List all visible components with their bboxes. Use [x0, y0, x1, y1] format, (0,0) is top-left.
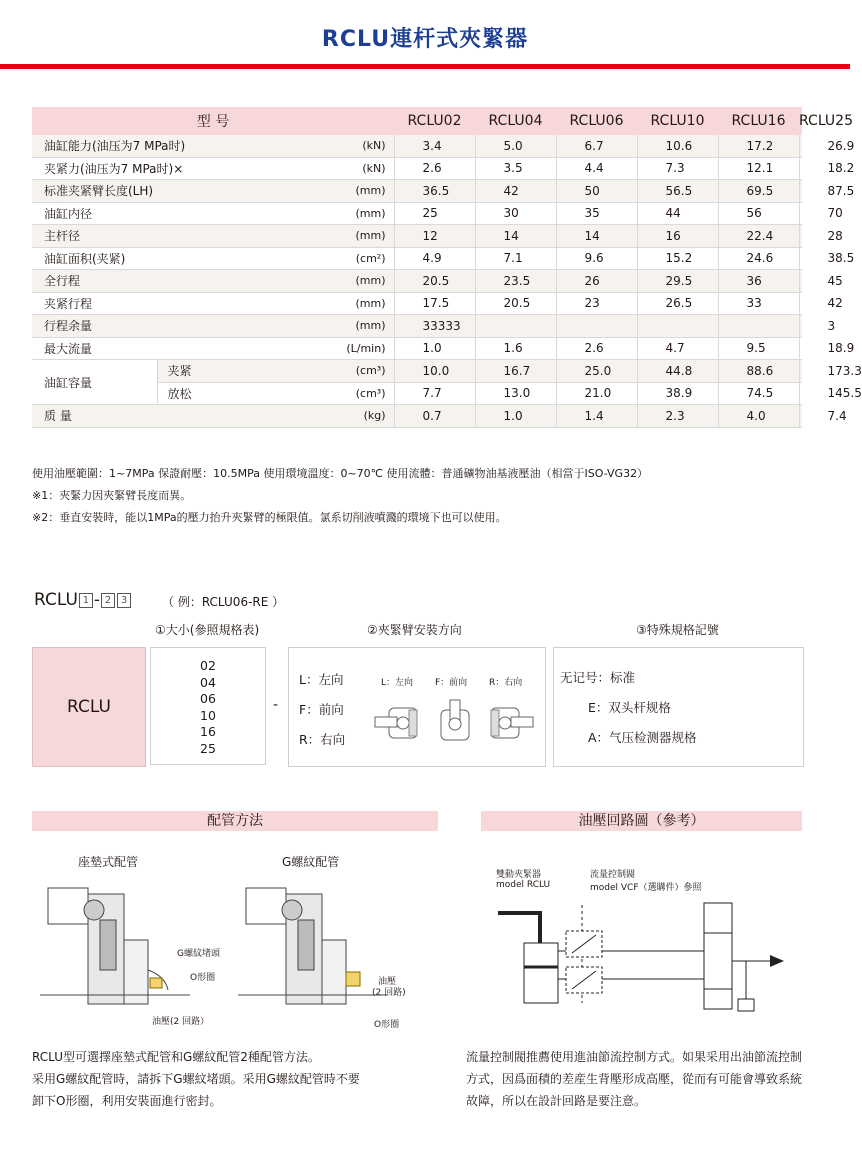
cell-value: 22.4 — [718, 225, 799, 248]
cell-value: 33333 — [394, 315, 475, 338]
table-row — [32, 202, 802, 225]
cell-value: 42 — [475, 180, 556, 203]
cell-value: 20.5 — [394, 270, 475, 293]
cell-value: 88.6 — [718, 360, 799, 383]
cell-value: 26.9 — [799, 135, 802, 157]
g-thread-piping-caption: G螺紋配管 — [282, 855, 340, 869]
cell-value: 23 — [556, 292, 637, 315]
cell-value: 1.4 — [556, 405, 637, 428]
row-label: 质 量 — [32, 405, 312, 428]
row-unit: (cm²) — [312, 247, 394, 270]
cell-value: 173.3 — [799, 360, 802, 383]
pad-piping-caption: 座墊式配管 — [78, 855, 139, 869]
cell-value: 15.2 — [637, 247, 718, 270]
cell-value: 26.5 — [637, 292, 718, 315]
cell-value: 14 — [556, 225, 637, 248]
size-column-head: ①大小(參照規格表) — [155, 623, 260, 637]
cell-value: 56 — [718, 202, 799, 225]
model-code-title — [34, 590, 132, 610]
row-label: 主杆径 — [32, 225, 312, 248]
circuit-description — [466, 1046, 826, 1112]
cell-value — [475, 315, 556, 338]
cell-value: 7.4 — [799, 405, 802, 428]
cell-value: 3.4 — [394, 135, 475, 157]
row-label: 行程余量 — [32, 315, 312, 338]
clamp-label-1: 雙動夾緊器 — [496, 870, 542, 880]
model-col: RCLU16 — [718, 107, 799, 135]
direction-column-head: ②夾緊臂安裝方向 — [367, 623, 462, 637]
callout-g-plug: G螺紋堵頭 — [177, 949, 220, 959]
cell-value: 23.5 — [475, 270, 556, 293]
table-row — [32, 157, 802, 180]
model-col: RCLU04 — [475, 107, 556, 135]
cell-value: 6.7 — [556, 135, 637, 157]
piping-text-line: 卸下O形圈，利用安裝面進行密封。 — [32, 1094, 222, 1108]
row-unit: (cm³) — [312, 382, 394, 405]
circuit-text-line: 方式，因爲面積的差産生背壓形成高壓，從而有可能會導致系統 — [466, 1072, 803, 1086]
cell-value: 13.0 — [475, 382, 556, 405]
size-item: 04 — [200, 674, 216, 690]
code-box-3: 3 — [117, 593, 131, 608]
cell-value: 20.5 — [475, 292, 556, 315]
table-row — [32, 337, 802, 360]
note-1: ※1：夾緊力因夾緊臂長度而異。 — [32, 489, 192, 502]
row-unit: (mm) — [312, 270, 394, 293]
cell-value: 35 — [556, 202, 637, 225]
row-label: 油缸能力(油压为7 MPa时) — [32, 135, 312, 157]
row-label: 油缸内径 — [32, 202, 312, 225]
model-col: RCLU10 — [637, 107, 718, 135]
code-box-2: 2 — [101, 593, 115, 608]
direction-left: L：左向 — [299, 672, 344, 687]
direction-right: R：右向 — [299, 732, 346, 747]
circuit-text-line: 流量控制閥推薦使用進油節流控制方式。如果采用出油節流控制 — [466, 1050, 803, 1064]
size-list — [150, 647, 266, 765]
piping-text-line: RCLU型可選擇座墊式配管和G螺紋配管2種配管方法。 — [32, 1050, 320, 1064]
row-unit: (mm) — [312, 202, 394, 225]
size-item: 06 — [200, 691, 216, 706]
cell-value: 24.6 — [718, 247, 799, 270]
cell-value: 30 — [475, 202, 556, 225]
piping-description — [32, 1046, 360, 1112]
cell-value: 3.5 — [475, 157, 556, 180]
cell-value: 1.0 — [475, 405, 556, 428]
cell-value: 18.9 — [799, 337, 802, 360]
cell-value: 2.6 — [394, 157, 475, 180]
special-double-rod: E：双头杆规格 — [588, 700, 671, 715]
callout-oil-left: 油壓(2 回路） — [152, 1017, 210, 1027]
row-label: 油缸容量 — [32, 360, 157, 405]
cell-value — [556, 315, 637, 338]
model-col: RCLU06 — [556, 107, 637, 135]
table-row — [32, 270, 802, 293]
header-model-label: 型 号 — [32, 107, 394, 135]
cell-value: 16.7 — [475, 360, 556, 383]
cell-value: 29.5 — [637, 270, 718, 293]
cell-value: 44.8 — [637, 360, 718, 383]
cell-value: 12 — [394, 225, 475, 248]
cell-value: 18.2 — [799, 157, 802, 180]
note-conditions: 使用油壓範圍：1~7MPa 保證耐壓：10.5MPa 使用環境溫度：0~70℃ 使用流體：普通礦物油基液壓油（相當于ISO-VG32） — [32, 467, 649, 480]
cell-value: 21.0 — [556, 382, 637, 405]
table-row — [32, 360, 802, 383]
cell-value: 7.3 — [637, 157, 718, 180]
base-model-label: RCLU — [67, 697, 111, 717]
cell-value: 2.3 — [637, 405, 718, 428]
cell-value: 10.0 — [394, 360, 475, 383]
cell-value: 4.9 — [394, 247, 475, 270]
row-label: 油缸面积(夹紧) — [32, 247, 312, 270]
cell-value: 16 — [637, 225, 718, 248]
clamp-left-icon — [375, 708, 417, 738]
row-label: 最大流量 — [32, 337, 312, 360]
icon-label-front: F：前向 — [435, 678, 468, 688]
special-air-sensor: A：气压检测器规格 — [588, 730, 697, 745]
table-row — [32, 225, 802, 248]
special-standard: 无记号：标准 — [560, 670, 636, 685]
row-label: 全行程 — [32, 270, 312, 293]
code-dash: - — [93, 590, 101, 610]
cell-value: 25.0 — [556, 360, 637, 383]
clamp-direction-icons — [373, 700, 543, 750]
icon-label-left: L：左向 — [381, 678, 414, 688]
table-row — [32, 292, 802, 315]
cell-value: 69.5 — [718, 180, 799, 203]
cell-value: 45 — [799, 270, 802, 293]
table-row — [32, 180, 802, 203]
cell-value: 4.7 — [637, 337, 718, 360]
special-column-head: ③特殊規格記號 — [636, 623, 719, 637]
model-col: RCLU25 — [799, 107, 802, 135]
title-rule — [0, 64, 850, 69]
row-label: 标准夹紧臂长度(LH) — [32, 180, 312, 203]
cell-value: 145.5 — [799, 382, 802, 405]
valve-label-1: 流量控制閥 — [590, 870, 636, 880]
cell-value: 56.5 — [637, 180, 718, 203]
circuit-header: 油壓回路圖（參考） — [481, 811, 802, 831]
cell-value: 36.5 — [394, 180, 475, 203]
model-prefix: RCLU — [34, 590, 78, 610]
table-row — [32, 315, 802, 338]
cell-value: 28 — [799, 225, 802, 248]
cell-value: 50 — [556, 180, 637, 203]
table-header-row — [32, 107, 802, 135]
size-item: 16 — [200, 724, 216, 739]
cell-value: 17.2 — [718, 135, 799, 157]
cell-value: 25 — [394, 202, 475, 225]
direction-front: F：前向 — [299, 702, 344, 717]
callout-oil-right: 油壓 — [378, 977, 397, 987]
cell-value: 38.5 — [799, 247, 802, 270]
code-box-1: 1 — [79, 593, 93, 608]
row-unit: (mm) — [312, 315, 394, 338]
icon-label-right: R：右向 — [489, 678, 523, 688]
clamp-front-icon — [441, 700, 469, 740]
row-unit: (L/min) — [312, 337, 394, 360]
cell-value — [637, 315, 718, 338]
cell-value: 42 — [799, 292, 802, 315]
table-row — [32, 247, 802, 270]
cell-value: 3 — [799, 315, 802, 338]
row-label: 夹紧行程 — [32, 292, 312, 315]
cell-value: 17.5 — [394, 292, 475, 315]
hydraulic-circuit-diagram — [490, 895, 800, 1015]
cell-value: 5.0 — [475, 135, 556, 157]
cell-value: 87.5 — [799, 180, 802, 203]
cell-value: 12.1 — [718, 157, 799, 180]
circuit-text-line: 故障，所以在設計回路是要注意。 — [466, 1094, 647, 1108]
cell-value: 14 — [475, 225, 556, 248]
row-unit: (kg) — [312, 405, 394, 428]
clamp-right-icon — [491, 708, 533, 738]
cell-value: 38.9 — [637, 382, 718, 405]
row-unit: (cm³) — [312, 360, 394, 383]
spec-table — [32, 107, 862, 428]
piping-text-line: 采用G螺紋配管時，請拆下G螺紋堵頭。采用G螺紋配管時不要 — [32, 1072, 360, 1086]
code-mid-dash: - — [273, 697, 279, 713]
row-unit: (mm) — [312, 180, 394, 203]
direction-box — [288, 647, 546, 767]
row-unit: (kN) — [312, 135, 394, 157]
piping-header: 配管方法 — [32, 811, 438, 831]
model-code-example: （ 例：RCLU06-RE ） — [162, 595, 285, 609]
row-unit: (mm) — [312, 225, 394, 248]
callout-oring-left: O形圈 — [190, 973, 216, 983]
cell-value — [718, 315, 799, 338]
row-sublabel: 夹紧 — [157, 360, 312, 383]
cell-value: 4.4 — [556, 157, 637, 180]
cell-value: 9.5 — [718, 337, 799, 360]
special-spec-box — [553, 647, 804, 767]
size-item: 25 — [200, 740, 216, 756]
cell-value: 33 — [718, 292, 799, 315]
row-label: 夹紧力(油压为7 MPa时)× — [32, 157, 312, 180]
cell-value: 9.6 — [556, 247, 637, 270]
cell-value: 7.7 — [394, 382, 475, 405]
cell-value: 26 — [556, 270, 637, 293]
cell-value: 36 — [718, 270, 799, 293]
cell-value: 0.7 — [394, 405, 475, 428]
model-col: RCLU02 — [394, 107, 475, 135]
valve-label-2: model VCF（選購件）參照 — [590, 883, 702, 893]
clamp-label-2: model RCLU — [496, 880, 551, 890]
cell-value: 1.6 — [475, 337, 556, 360]
size-item: 02 — [200, 658, 216, 673]
cell-value: 4.0 — [718, 405, 799, 428]
callout-oring-right: O形圈 — [374, 1020, 400, 1030]
table-row — [32, 405, 802, 428]
row-unit: (mm) — [312, 292, 394, 315]
size-item: 10 — [200, 707, 216, 723]
cell-value: 74.5 — [718, 382, 799, 405]
page-title: RCLU連杆式夾緊器 — [321, 27, 529, 52]
callout-oil-right-circuits: (2 回路) — [372, 988, 406, 998]
cell-value: 2.6 — [556, 337, 637, 360]
base-model-box — [32, 647, 146, 767]
cell-value: 44 — [637, 202, 718, 225]
cell-value: 10.6 — [637, 135, 718, 157]
cell-value: 7.1 — [475, 247, 556, 270]
row-sublabel: 放松 — [157, 382, 312, 405]
table-row — [32, 135, 802, 157]
pad-piping-drawing — [40, 880, 200, 1010]
cell-value: 1.0 — [394, 337, 475, 360]
row-unit: (kN) — [312, 157, 394, 180]
cell-value: 70 — [799, 202, 802, 225]
note-2: ※2：垂直安裝時，能以1MPa的壓力抬升夾緊臂的極限值。氯系切削液噴濺的環境下也可以使用。 — [32, 511, 507, 524]
